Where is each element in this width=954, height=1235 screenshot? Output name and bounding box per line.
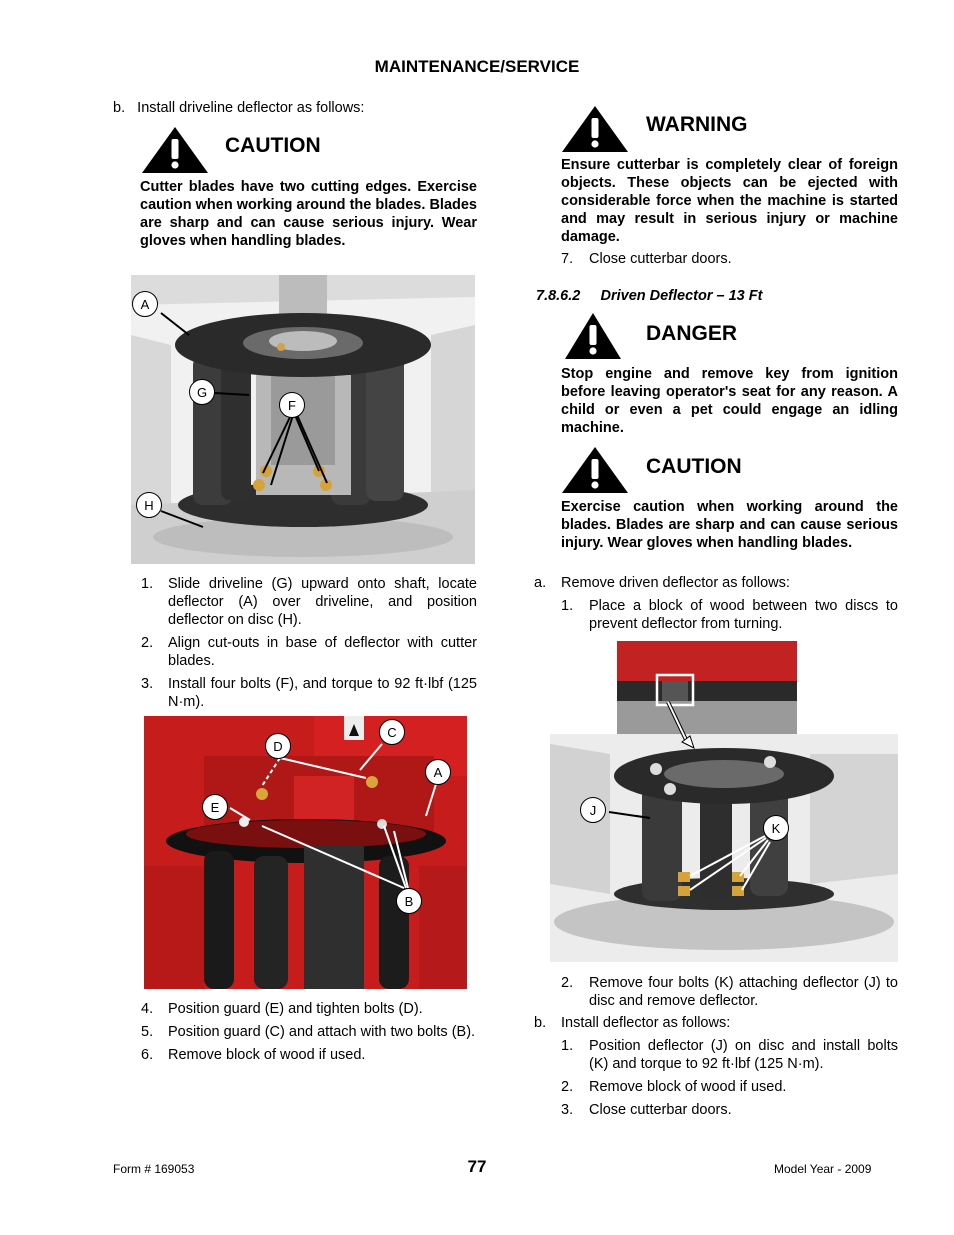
page-number: 77 — [467, 1157, 487, 1176]
callout-b: B — [396, 888, 422, 914]
list-item: 4. Position guard (E) and tighten bolts (D). — [141, 1001, 423, 1017]
remove-step-1 — [561, 597, 898, 638]
caution-text: Cutter blades have two cutting edges. Exercise caution when working around the blades. Blades are sharp and can cause serious injury. Wear gloves when handling blades. — [140, 179, 477, 249]
list-item: 2. Remove four bolts (K) attaching deflector (J) to disc and remove deflector. — [561, 975, 898, 1009]
callout-k: K — [763, 815, 789, 841]
step-close-doors — [561, 250, 898, 273]
callout-h: H — [136, 492, 162, 518]
list-item: 7. Close cutterbar doors. — [561, 251, 732, 267]
list-label-b: b. — [534, 1015, 547, 1031]
caution-icon — [560, 445, 630, 495]
remove-deflector-heading: Remove driven deflector as follows: — [561, 575, 790, 591]
warning-title: WARNING — [646, 113, 748, 136]
list-item: 2. Align cut-outs in base of deflector with cutter blades. — [141, 635, 477, 669]
list-item: 1. Position deflector (J) on disc and install bolts (K) and torque to 92 ft·lbf (125 N·m). — [561, 1038, 898, 1072]
list-item: 6. Remove block of wood if used. — [141, 1047, 366, 1063]
install-steps-4-6 — [141, 1000, 477, 1069]
list-label-a: a. — [534, 575, 547, 591]
caution-title-right: CAUTION — [646, 455, 742, 478]
list-item: 5. Position guard (C) and attach with two bolts (B). — [141, 1024, 476, 1040]
callout-d: D — [265, 733, 291, 759]
danger-title: DANGER — [646, 322, 738, 345]
danger-icon — [563, 311, 623, 361]
callout-a-photo: A — [425, 759, 451, 785]
callout-c: C — [379, 719, 405, 745]
install-driveline-intro: b. Install driveline deflector as follows: — [113, 100, 365, 116]
driven-deflector-figure — [550, 734, 898, 962]
inset-pointer-arrow — [660, 700, 700, 750]
section-heading: 7.8.6.2 Driven Deflector – 13 Ft — [536, 288, 763, 304]
install-deflector-steps — [561, 1037, 898, 1124]
page-header-title: MAINTENANCE/SERVICE — [374, 57, 580, 76]
list-item: 3. Close cutterbar doors. — [561, 1102, 732, 1118]
callout-e: E — [202, 794, 228, 820]
warning-text: Ensure cutterbar is completely clear of foreign objects. These objects can be ejected with considerable force when the machine is started and may result in serious injury or machine damage. — [561, 157, 898, 245]
form-number: Form # 169053 — [113, 1162, 195, 1176]
driveline-deflector-figure — [131, 275, 475, 564]
list-item: 1. Slide driveline (G) upward onto shaft, locate deflector (A) over driveline, and position deflector on disc (H). — [141, 576, 477, 628]
callout-j: J — [580, 797, 606, 823]
remove-step-2 — [561, 974, 898, 1015]
cutterbar-inset-photo — [617, 641, 797, 735]
callout-f: F — [279, 392, 305, 418]
warning-icon — [560, 104, 630, 154]
install-steps-1-3 — [141, 575, 477, 716]
danger-text: Stop engine and remove key from ignition before leaving operator's seat for any reason. A child or even a pet could engage an idling machine. — [561, 366, 898, 436]
list-item: 1. Place a block of wood between two discs to prevent deflector from turning. — [561, 598, 898, 632]
caution-title: CAUTION — [225, 134, 321, 157]
caution-warning-icon — [140, 125, 210, 175]
model-year: Model Year - 2009 — [774, 1162, 872, 1176]
callout-g: G — [189, 379, 215, 405]
callout-a: A — [132, 291, 158, 317]
install-deflector-heading: Install deflector as follows: — [561, 1015, 731, 1031]
caution-text-right: Exercise caution when working around the blades. Blades are sharp and can cause serious injury. Wear gloves when handling blades. — [561, 499, 898, 551]
list-item: 3. Install four bolts (F), and torque to 92 ft·lbf (125 N·m). — [141, 676, 477, 710]
list-item: 2. Remove block of wood if used. — [561, 1079, 787, 1095]
guard-bolts-photo — [144, 716, 467, 989]
